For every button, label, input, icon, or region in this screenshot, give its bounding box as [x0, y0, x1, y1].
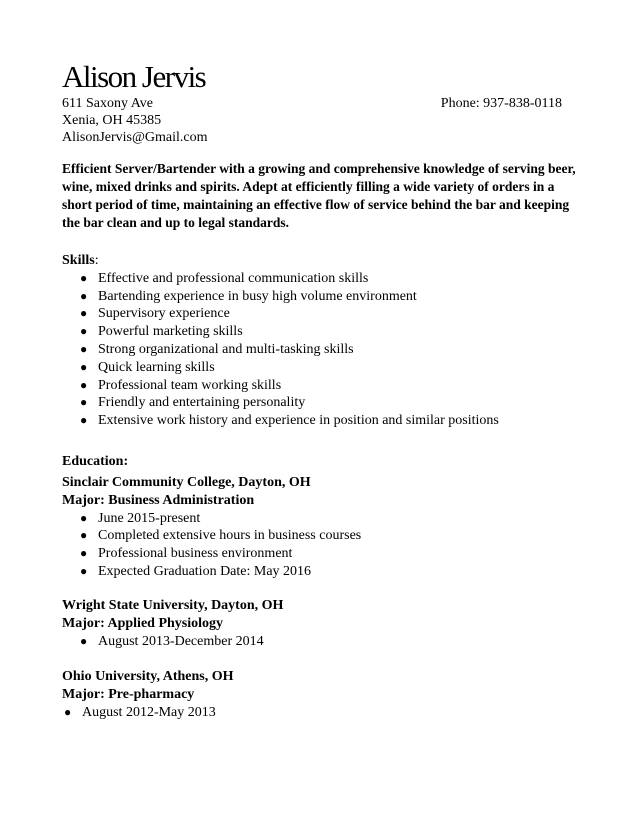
bullet-icon: ●	[80, 528, 88, 543]
list-item: ● Supervisory experience	[80, 306, 230, 322]
city-state-zip: Xenia, OH 45385	[62, 113, 162, 128]
list-item: ● Strong organizational and multi-tasking skills	[80, 341, 354, 357]
bullet-icon: ●	[80, 633, 88, 648]
school-details-list	[62, 510, 582, 581]
bullet-icon: ●	[80, 563, 88, 578]
list-item: ● June 2015-present	[80, 510, 201, 526]
phone-number: Phone: 937-838-0118	[440, 96, 562, 111]
list-item: ● Effective and professional communication skills	[80, 270, 369, 286]
bullet-icon: ●	[80, 413, 88, 428]
street-address: 611 Saxony Ave	[62, 96, 153, 111]
school-major: Major: Applied Physiology	[62, 615, 224, 631]
list-item: ● Friendly and entertaining personality	[80, 395, 306, 411]
bullet-icon: ●	[80, 270, 88, 285]
school-name: Ohio University, Athens, OH	[62, 669, 234, 684]
list-item: ● Bartending experience in busy high volume environment	[80, 288, 417, 304]
bullet-icon: ●	[80, 306, 88, 321]
bullet-icon: ●	[80, 341, 88, 356]
bullet-icon: ●	[80, 395, 88, 410]
school-details-list	[62, 633, 582, 651]
address-phone-row	[62, 95, 562, 112]
skills-heading: Skills:	[62, 253, 99, 268]
bullet-icon: ●	[80, 377, 88, 392]
professional-summary: Efficient Server/Bartender with a growing and comprehensive knowledge of serving beer, wine, mixed drinks and spirits. Adept at efficiently filling a wide variety of orders in a short period of time, maintaining an effective flow of service behind the bar and keeping the bar clean and up to legal standards.	[62, 161, 576, 230]
education-heading: Education:	[62, 454, 129, 469]
school-ohio-university	[62, 668, 582, 721]
list-item: ● Expected Graduation Date: May 2016	[80, 563, 312, 579]
contact-block	[62, 95, 562, 146]
school-major: Major: Business Administration	[62, 492, 255, 508]
applicant-name: Alison Jervis	[62, 59, 206, 94]
skills-section	[62, 252, 582, 430]
bullet-icon: ●	[80, 546, 88, 561]
list-item: ● Powerful marketing skills	[80, 324, 243, 340]
school-name: Sinclair Community College, Dayton, OH	[62, 475, 311, 490]
school-name: Wright State University, Dayton, OH	[62, 598, 284, 613]
skills-list	[62, 270, 582, 430]
bullet-icon: ●	[80, 510, 88, 525]
email-address: AlisonJervis@Gmail.com	[62, 130, 208, 145]
list-item: ● Completed extensive hours in business courses	[80, 528, 362, 544]
list-item: ● August 2013-December 2014	[80, 633, 264, 649]
list-item: ● Quick learning skills	[80, 359, 215, 375]
list-item: ● Professional business environment	[80, 546, 293, 562]
bullet-icon: ●	[80, 324, 88, 339]
bullet-icon: ●	[80, 359, 88, 374]
bullet-icon: ●	[64, 704, 72, 719]
list-item: ● Professional team working skills	[80, 377, 282, 393]
school-sinclair	[62, 474, 582, 581]
list-item: ● Extensive work history and experience in position and similar positions	[80, 413, 499, 429]
school-major: Major: Pre-pharmacy	[62, 686, 195, 702]
school-wright-state	[62, 597, 582, 650]
school-details-list	[62, 704, 582, 722]
bullet-icon: ●	[80, 288, 88, 303]
list-item: ● August 2012-May 2013	[64, 704, 216, 720]
